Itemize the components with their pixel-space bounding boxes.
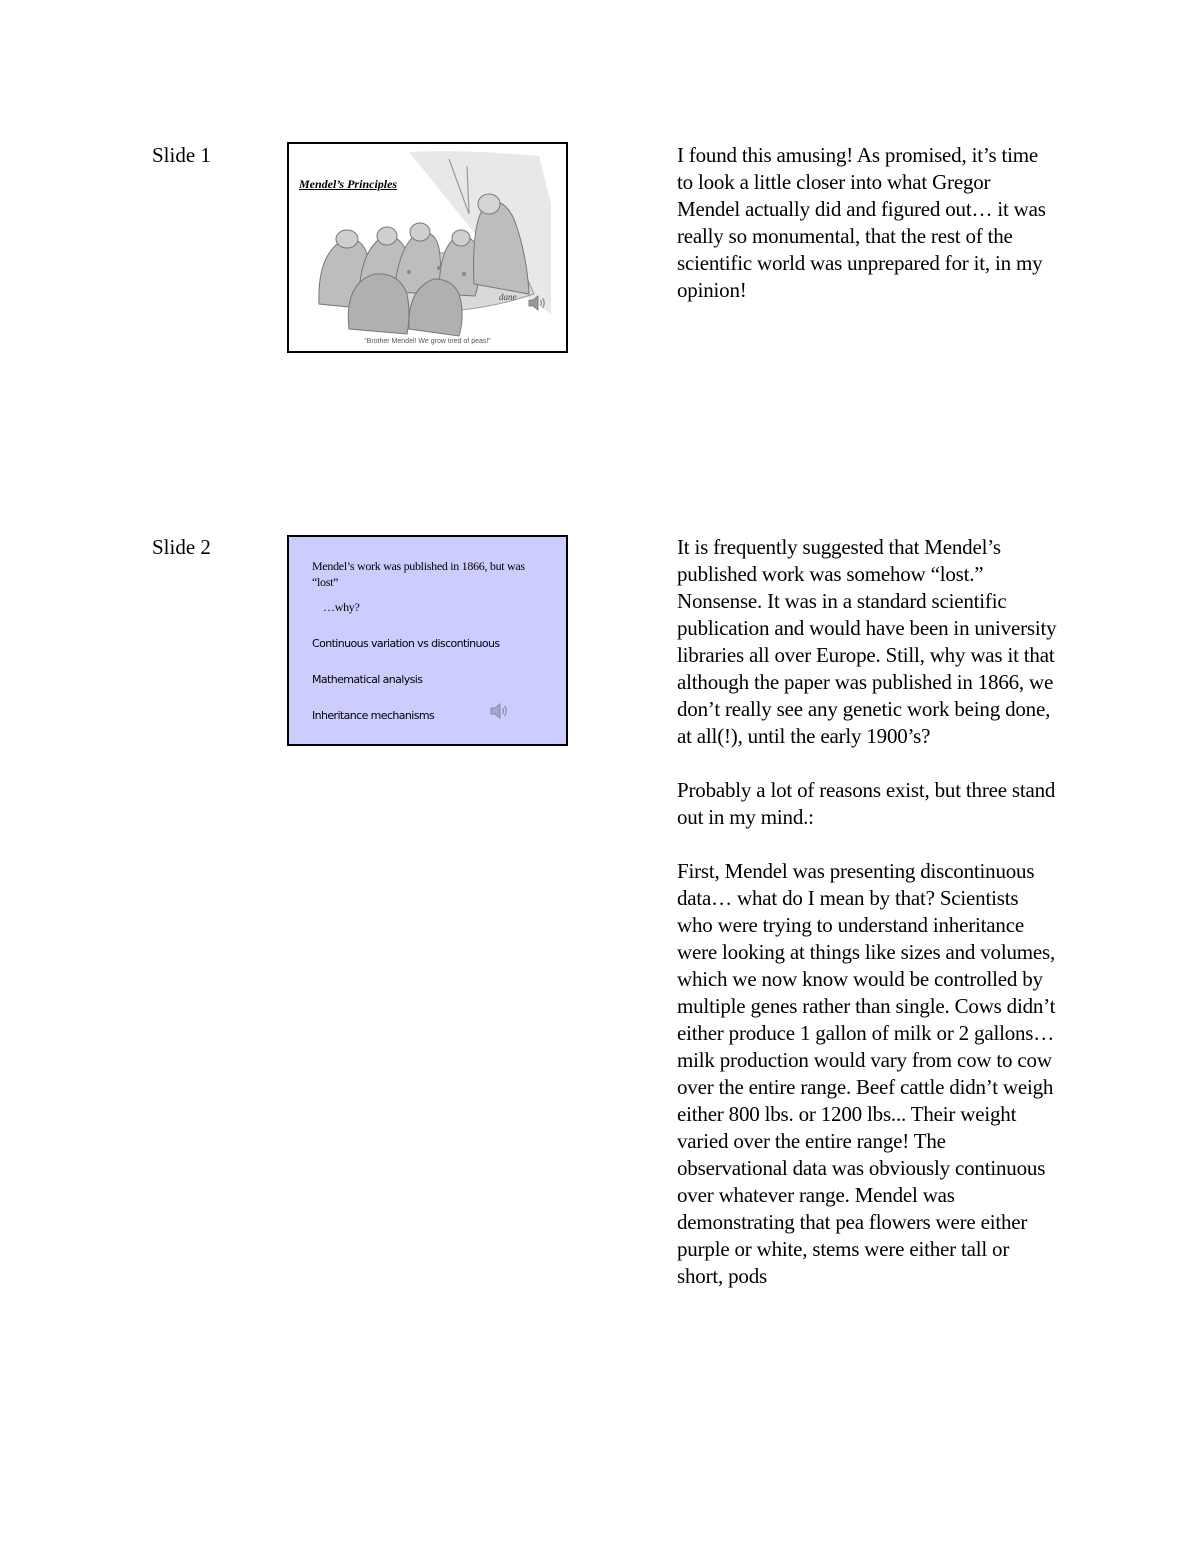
slide-2-bullet-math: Mathematical analysis [312, 673, 423, 686]
speaker-icon [527, 294, 547, 312]
speaker-icon [489, 702, 509, 720]
slide-2-notes [677, 534, 1057, 1290]
slide-1-thumbnail [287, 142, 568, 353]
slide-2-notes-paragraph-3: First, Mendel was presenting discontinuous data… what do I mean by that? Scientists who were trying to understand inheritance were looking at things like sizes and volumes, which we now know would be controlled by multiple genes rather than single. Cows didn’t either produce 1 gallon of milk or 2 gallons… milk production would vary from cow to cow over the entire range. Beef cattle didn’t weigh either 800 lbs. or 1200 lbs... Their weight varied over the entire range! The observational data was obviously continuous over whatever range. Mendel was demonstrating that pea flowers were either purple or white, stems were either tall or short, pods [677, 859, 1056, 1288]
slide-2-label: Slide 2 [152, 535, 211, 559]
slide-1-title: Mendel’s Principles [299, 177, 398, 191]
monks-cartoon-illustration [289, 144, 566, 351]
slide-2-main-text: Mendel’s work was published in 1866, but was “lost” [312, 559, 525, 589]
slide-2-notes-paragraph-2: Probably a lot of reasons exist, but three stand out in my mind.: [677, 778, 1056, 829]
cartoon-caption: “Brother Mendel! We grow tired of peas!” [364, 338, 491, 345]
slide-1-notes-paragraph: I found this amusing! As promised, it’s time to look a little closer into what Gregor Mendel actually did and figured out… it was really so monumental, that the rest of the scientific world was unprepared for it, in my opinion! [677, 143, 1046, 302]
slide-1-label: Slide 1 [152, 143, 211, 167]
slide-2-bullet-continuous: Continuous variation vs discontinuous [312, 637, 500, 650]
slide-2-thumbnail [287, 535, 568, 746]
slide-2-bullet-inheritance: Inheritance mechanisms [312, 709, 435, 722]
slide-1-notes [677, 142, 1057, 304]
slide-2-why-text: …why? [323, 600, 360, 614]
cartoon-signature: dane [499, 292, 517, 302]
slide-2-notes-paragraph-1: It is frequently suggested that Mendel’s published work was somehow “lost.” Nonsense. It was in a standard scientific publication and would have been in university libraries all over Europe. Still, why was it that although the paper was published in 1866, we don’t really see any genetic work being done, at all(!), until the early 1900’s? [677, 535, 1057, 748]
